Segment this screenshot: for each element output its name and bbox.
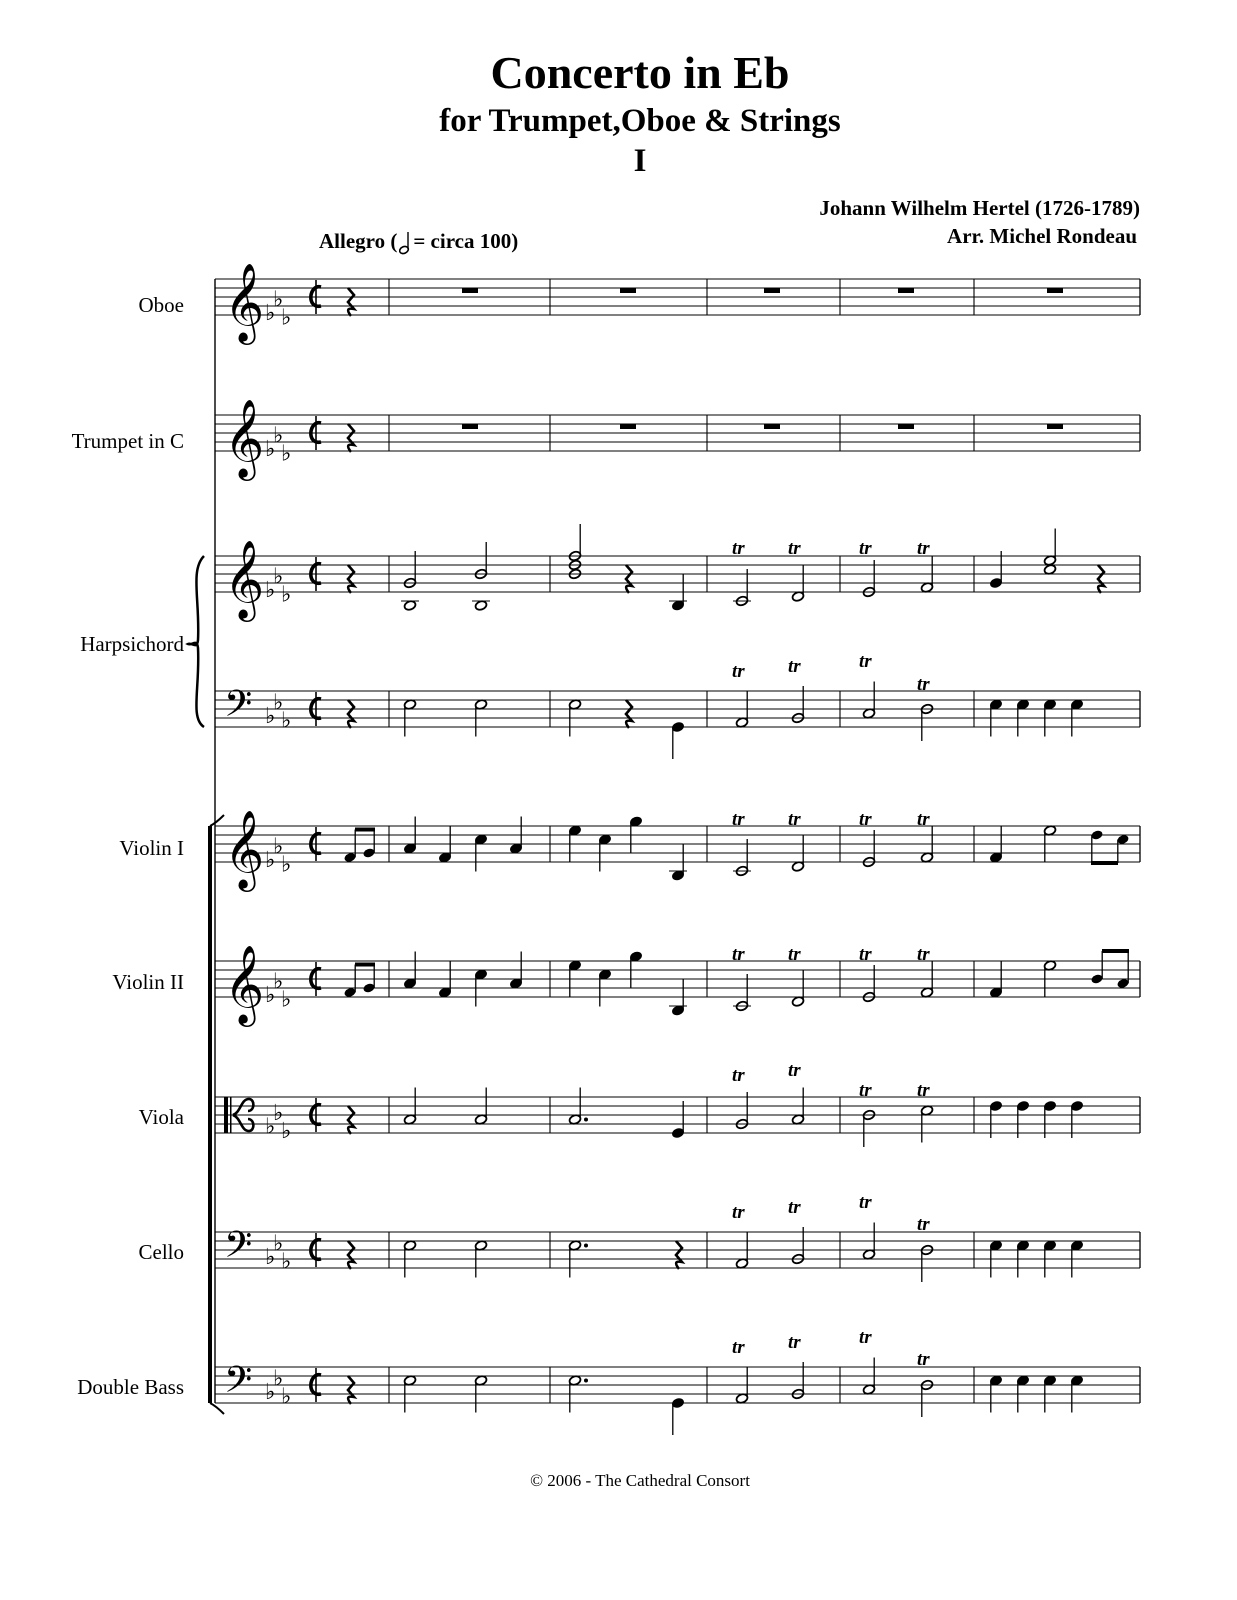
- trill-mark: tr: [859, 538, 872, 559]
- trill-mark: tr: [732, 1337, 745, 1358]
- instrument-label-harpsichord: Harpsichord: [80, 632, 184, 656]
- trill-mark: tr: [732, 661, 745, 682]
- flat-icon: ♭: [273, 423, 284, 449]
- whole-rest-icon: [462, 424, 478, 429]
- trill-mark: tr: [732, 1202, 745, 1223]
- composer-credit: Johann Wilhelm Hertel (1726-1789): [819, 196, 1140, 220]
- trill-mark: tr: [788, 1332, 801, 1353]
- flat-icon: ♭: [273, 969, 284, 995]
- flat-icon: ♭: [273, 287, 284, 313]
- flat-icon: ♭: [265, 437, 276, 462]
- brace-icon: [188, 556, 204, 727]
- flat-icon: ♭: [265, 1245, 276, 1270]
- trill-mark: tr: [732, 809, 745, 830]
- tempo-value: = circa 100): [413, 229, 519, 253]
- arranger-credit: Arr. Michel Rondeau: [947, 224, 1137, 248]
- flat-icon: ♭: [281, 305, 292, 331]
- quarter-rest-icon: [1098, 565, 1104, 593]
- quarter-rest-icon: [676, 1241, 682, 1269]
- treble-clef-icon: 𝄞: [224, 810, 265, 889]
- flat-icon: ♭: [281, 1249, 292, 1275]
- trill-mark: tr: [788, 809, 801, 830]
- instrument-label-double-bass: Double Bass: [77, 1375, 184, 1399]
- whole-rest-icon: [462, 288, 478, 293]
- trill-mark: tr: [917, 944, 930, 965]
- trill-mark: tr: [917, 809, 930, 830]
- staff: [215, 399, 1140, 481]
- whole-rest-icon: [764, 424, 780, 429]
- instrument-label-violin-2: Violin II: [112, 970, 184, 994]
- quarter-rest-icon: [348, 1241, 354, 1269]
- trill-mark: tr: [859, 809, 872, 830]
- flat-icon: ♭: [281, 708, 292, 734]
- copyright-notice: © 2006 - The Cathedral Consort: [530, 1471, 750, 1490]
- flat-icon: ♭: [265, 301, 276, 326]
- flat-icon: ♭: [265, 1114, 276, 1140]
- trill-mark: tr: [788, 538, 801, 559]
- movement-number: I: [633, 143, 647, 179]
- trill-mark: tr: [859, 944, 872, 965]
- flat-icon: ♭: [281, 987, 292, 1013]
- staff: [215, 263, 1140, 345]
- quarter-rest-icon: [348, 565, 354, 593]
- quarter-rest-icon: [626, 565, 632, 593]
- treble-clef-icon: 𝄞: [224, 399, 265, 478]
- flat-icon: ♭: [265, 578, 276, 603]
- trill-mark: tr: [788, 1197, 801, 1218]
- quarter-rest-icon: [348, 424, 354, 452]
- tempo-text: Allegro (: [319, 229, 398, 253]
- trill-mark: tr: [788, 1060, 801, 1081]
- trill-mark: tr: [917, 1214, 930, 1235]
- trill-mark: tr: [859, 1192, 872, 1213]
- flat-icon: ♭: [265, 1380, 276, 1405]
- score-title: Concerto in Eb: [490, 47, 790, 98]
- trill-mark: tr: [732, 538, 745, 559]
- quarter-rest-icon: [348, 1106, 354, 1134]
- flat-icon: ♭: [273, 834, 284, 860]
- bass-clef-icon: 𝄢: [224, 1359, 253, 1410]
- instrument-label-viola: Viola: [138, 1105, 184, 1129]
- trill-mark: tr: [788, 656, 801, 677]
- flat-icon: ♭: [281, 582, 292, 608]
- quarter-rest-icon: [348, 1376, 354, 1404]
- whole-rest-icon: [898, 424, 914, 429]
- trill-mark: tr: [859, 651, 872, 672]
- quarter-rest-icon: [348, 700, 354, 728]
- trill-mark: tr: [917, 1349, 930, 1370]
- flat-icon: ♭: [273, 1231, 284, 1257]
- trill-mark: tr: [859, 1080, 872, 1101]
- whole-rest-icon: [764, 288, 780, 293]
- whole-rest-icon: [898, 288, 914, 293]
- treble-clef-icon: 𝄞: [224, 263, 265, 342]
- whole-rest-icon: [620, 424, 636, 429]
- flat-icon: ♭: [273, 1366, 284, 1392]
- bass-clef-icon: 𝄢: [224, 683, 253, 734]
- flat-icon: ♭: [265, 983, 276, 1008]
- trill-mark: tr: [732, 1065, 745, 1086]
- dot: [584, 1244, 588, 1248]
- score-subtitle: for Trumpet,Oboe & Strings: [439, 103, 841, 139]
- flat-icon: ♭: [273, 564, 284, 590]
- instrument-label-cello: Cello: [138, 1240, 184, 1264]
- instrument-label-oboe: Oboe: [138, 293, 184, 317]
- instrument-label-trumpet: Trumpet in C: [71, 429, 184, 453]
- whole-rest-icon: [1047, 424, 1063, 429]
- whole-rest-icon: [620, 288, 636, 293]
- trill-mark: tr: [917, 538, 930, 559]
- flat-icon: ♭: [273, 690, 284, 716]
- instrument-label-violin-1: Violin I: [119, 836, 184, 860]
- quarter-rest-icon: [626, 700, 632, 728]
- quarter-rest-icon: [348, 288, 354, 316]
- whole-rest-icon: [1047, 288, 1063, 293]
- treble-clef-icon: 𝄞: [224, 540, 265, 619]
- trill-mark: tr: [917, 674, 930, 695]
- flat-icon: ♭: [265, 704, 276, 729]
- flat-icon: ♭: [281, 441, 292, 467]
- trill-mark: tr: [788, 944, 801, 965]
- dot: [584, 1379, 588, 1383]
- trill-mark: tr: [732, 944, 745, 965]
- treble-clef-icon: 𝄞: [224, 945, 265, 1024]
- flat-icon: ♭: [281, 1119, 292, 1144]
- flat-icon: ♭: [281, 852, 292, 878]
- trill-mark: tr: [859, 1327, 872, 1348]
- flat-icon: ♭: [281, 1384, 292, 1410]
- trill-mark: tr: [917, 1080, 930, 1101]
- flat-icon: ♭: [273, 1101, 284, 1126]
- dot: [584, 1118, 588, 1122]
- bass-clef-icon: 𝄢: [224, 1224, 253, 1275]
- flat-icon: ♭: [265, 848, 276, 873]
